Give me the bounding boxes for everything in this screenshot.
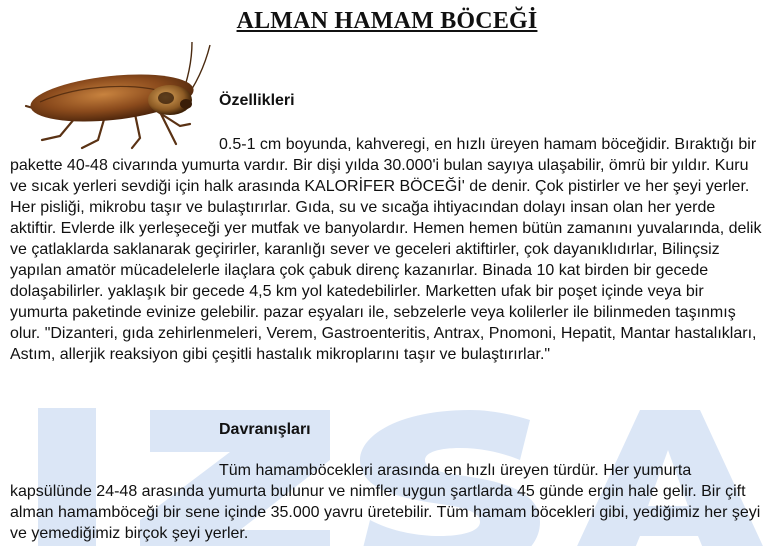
section-body-behaviour: kapsülünde 24-48 arasında yumurta bulunur ve nimfler uygun şartlarda 45 günde ergin hale gelir. Bir çift alman hamamböceği bir sene içinde 35.000 yavru üretebilir. Tüm hamam böcekleri gibi, yediğimiz her şeyi ve yemediğimiz birçok şeyi yerler. xyxy=(10,483,761,542)
section-body-features: Bıraktığı bir pakette 40-48 civarında yumurta vardır. Bir dişi yılda 30.000'i bulan sayıya ulaşabilir, ömrü bir yıldır. Kuru ve sıcak yerleri sevdiği için halk arasında KALORİFER BÖCEĞİ' de denir. Çok pistirler ve her şeyi yerler. Her pisliği, mikrobu taşır ve bulaştırırlar. Gıda, su ve sıcağa ihtiyacından dolayı insan olan her yerde aktiftir. Evlerde ilk yerleşeceği yer mutfak ve banyolardır. Hemen hemen bütün zamanını yuvalarında, delik ve çatlaklarda saklanarak geçirirler, karanlığı sever ve geceleri aktiftirler, çok dayanıklıdırlar, Bilinçsiz yapılan amatör mücadelelerle ilaçlara çok çabuk direnç kazanırlar. Binada 10 kat birden bir gecede dolaşabilirler. yaklaşık bir gecede 4,5 km yol katedebilirler. Marketten ufak bir poşet içinde veya bir yumurta paketinde evinize gelebilir. pazar eşyaları ile, sebzelerle veya kolilerler ile bilinmeden taşınmış olur. "Dizanteri, gıda zehirlenmeleri, Verem, Gastroenteritis, Antrax, Pnomoni, Hepatit, Mantar hastalıkları, Astım, allerjik reaksiyon gibi çeşitli hastalık mikroplarını taşır ve bulaştırırlar." xyxy=(10,136,762,363)
section-heading-features: Özellikleri xyxy=(219,92,295,109)
section-heading-behaviour: Davranışları xyxy=(219,421,311,438)
section-first-line-features: 0.5-1 cm boyunda, kahveregi, en hızlı üreyen hamam böceğidir. xyxy=(219,136,670,153)
page-title: ALMAN HAMAM BÖCEĞİ xyxy=(236,8,538,34)
section-text-behaviour xyxy=(10,460,762,544)
section-text-features xyxy=(10,134,762,365)
section-first-line-behaviour: Tüm hamamböcekleri arasında en hızlı üreyen türdür. Her yumurta xyxy=(219,462,692,479)
